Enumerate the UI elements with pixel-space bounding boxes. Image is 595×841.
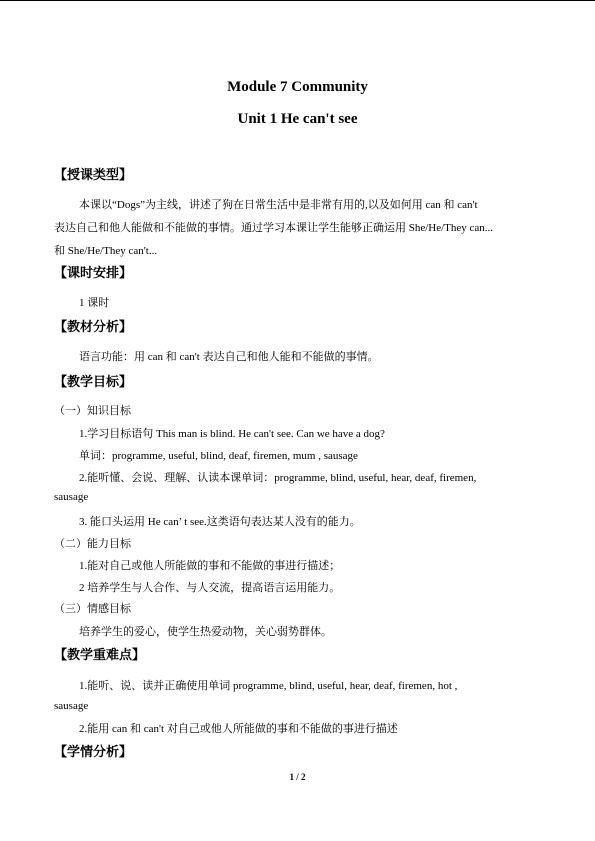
goal-line: 1.能对自己或他人所能做的事和不能做的事进行描述； (79, 560, 341, 572)
heading-material-analysis: 【教材分析】 (54, 319, 133, 334)
material-text: 语言功能：用 can 和 can't 表达自己和他人能和不能做的事情。 (79, 351, 379, 363)
goal-line: 1.学习目标语句 This man is blind. He can't see. Can we have a dog? (79, 428, 385, 440)
goal-label-ability: （二）能力目标 (54, 538, 131, 550)
document-subtitle: Unit 1 He can't see (237, 111, 358, 127)
goal-line: 培养学生的爱心，使学生热爱动物，关心弱势群体。 (79, 626, 332, 638)
key-point-line: 2.能用 can 和 can't 对自己或他人所能做的事和不能做的事进行描述 (79, 723, 398, 735)
page-number: 1 / 2 (289, 772, 306, 782)
goal-line: 单词：programme, useful, blind, deaf, firemen, mum , sausage (79, 450, 358, 462)
paragraph-line: 和 She/He/They can't... (54, 245, 158, 257)
goal-label-knowledge: （一）知识目标 (54, 405, 131, 417)
goal-line: 3. 能口头运用 He can’ t see.这类语句表达某人没有的能力。 (79, 516, 361, 528)
goal-line-continued: sausage (54, 491, 89, 503)
goal-line: 2 培养学生与人合作、与人交流，提高语言运用能力。 (79, 582, 341, 594)
goal-line: 2.能听懂、会说、理解、认读本课单词：programme, blind, useful, hear, deaf, firemen, (79, 472, 477, 484)
heading-student-analysis: 【学情分析】 (54, 744, 133, 759)
heading-schedule: 【课时安排】 (54, 265, 133, 280)
top-border-line (0, 0, 595, 1)
paragraph-line: 本课以“Dogs”为主线，讲述了狗在日常生活中是非常有用的,以及如何用 can 和 can't (79, 199, 478, 211)
paragraph-line: 表达自己和他人能做和不能做的事情。通过学习本课让学生能够正确运用 She/He/They can... (54, 222, 494, 234)
heading-teaching-goals: 【教学目标】 (54, 374, 133, 389)
document-title: Module 7 Community (227, 79, 368, 95)
key-point-line: 1.能听、说、读并正确使用单词 programme, blind, useful, hear, deaf, firemen, hot , (79, 680, 458, 692)
heading-key-points: 【教学重难点】 (54, 647, 146, 662)
schedule-text: 1 课时 (79, 297, 110, 309)
heading-lesson-type: 【授课类型】 (54, 167, 133, 182)
goal-label-emotion: （三）情感目标 (54, 603, 131, 615)
key-point-line-continued: sausage (54, 700, 89, 712)
